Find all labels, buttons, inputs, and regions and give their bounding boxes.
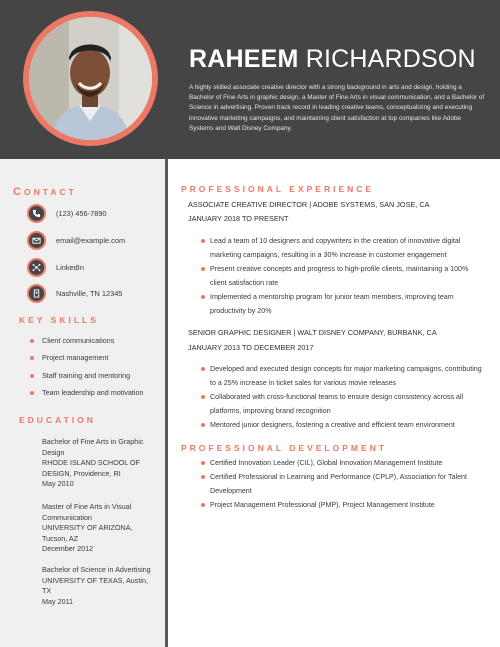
key-skills-heading: KEY SKILLS (19, 315, 99, 325)
location-icon (27, 284, 46, 303)
email-address[interactable]: email@example.com (56, 236, 126, 245)
bullet-dot (30, 339, 34, 343)
experience-heading: PROFESSIONAL EXPERIENCE (181, 184, 375, 194)
job-dates: JANUARY 2013 TO DECEMBER 2017 (188, 343, 314, 352)
linkedin-link[interactable]: LinkedIn (56, 263, 84, 272)
education-entry (42, 437, 157, 490)
bullet-dot (201, 503, 205, 507)
resume-header (0, 0, 500, 159)
education-entry (42, 565, 157, 607)
bullet-dot (201, 475, 205, 479)
development-heading: PROFESSIONAL DEVELOPMENT (181, 443, 387, 453)
first-name: RAHEEM (189, 45, 299, 73)
bullet-dot (30, 356, 34, 360)
school-name: RHODE ISLAND SCHOOL OF DESIGN, Providence, RI (42, 458, 140, 478)
contact-heading: CONTACT (13, 186, 77, 198)
person-portrait-image (29, 17, 152, 140)
phone-number[interactable]: (123) 456-7890 (56, 209, 107, 218)
development-item: Certified Professional in Learning and Performance (CPLP), Association for Talent Development (201, 470, 486, 499)
bullet-dot (30, 391, 34, 395)
school-name: UNIVERSITY OF ARIZONA, Tucson, AZ (42, 523, 133, 543)
graduation-date: May 2010 (42, 479, 74, 488)
phone-icon (27, 204, 46, 223)
profile-photo (29, 17, 152, 140)
job-bullet: Implemented a mentorship program for junior team members, improving team productivity by 20% (201, 290, 486, 319)
skill-item: Project management (30, 353, 155, 363)
last-name: RICHARDSON (305, 45, 476, 73)
profile-photo-frame (23, 11, 158, 146)
bullet-dot (30, 374, 34, 378)
skill-item: Staff training and mentoring (30, 371, 155, 381)
bullet-dot (201, 423, 205, 427)
skill-item: Team leadership and motivation (30, 388, 155, 398)
contact-email (27, 231, 157, 251)
job-bullet: Lead a team of 10 designers and copywriters in the creation of innovative digital marketing campaigns, resulting in a 30% increase in customer engagement (201, 234, 486, 263)
profile-summary: A highly skilled associate creative director with a strong background in arts and design, holding a Bachelor of Fine Arts in graphic design, a Master of Fine Arts in visual communication, and a Bachelor of Science in advertising. Proven track record in leading creative teams, conceptualizing and executing innovative marketing campaigns, and maintaining client satisfaction at top companies like Adobe Systems and Walt Disney Company. (189, 84, 485, 132)
job-dates: JANUARY 2018 TO PRESENT (188, 214, 289, 223)
degree-name: Bachelor of Science in Advertising (42, 565, 151, 574)
graduation-date: May 2011 (42, 596, 74, 606)
job-bullet: Present creative concepts and progress to high-profile clients, maintaining a 100% client satisfaction rate (201, 262, 486, 291)
education-entry (42, 502, 157, 555)
job-bullet: Collaborated with cross-functional teams to ensure design consistency across all platforms, improving brand recognition (201, 390, 486, 419)
graduation-date: December 2012 (42, 544, 94, 553)
contact-linkedin (27, 258, 157, 278)
column-divider (165, 159, 168, 647)
bullet-dot (201, 267, 205, 271)
location-text: Nashville, TN 12345 (56, 289, 123, 298)
job-bullet: Developed and executed design concepts for major marketing campaigns, contributing to a 25% increase in ticket sales for various movie releases (201, 362, 486, 391)
bullet-dot (201, 367, 205, 371)
job-bullet: Mentored junior designers, fostering a creative and efficient team environment (201, 418, 486, 432)
skill-item: Client communications (30, 336, 155, 346)
degree-name: Master of Fine Arts in Visual Communication (42, 502, 132, 522)
email-icon (27, 231, 46, 250)
contact-location (27, 284, 157, 304)
candidate-name (189, 45, 476, 74)
job-role: SENIOR GRAPHIC DESIGNER | WALT DISNEY COMPANY, BURBANK, CA (188, 328, 437, 337)
bullet-dot (201, 395, 205, 399)
degree-name: Bachelor of Fine Arts in Graphic Design (42, 437, 144, 457)
linkedin-icon (27, 258, 46, 277)
education-heading: EDUCATION (19, 415, 96, 425)
development-item: Certified Innovation Leader (CIL), Global Innovation Management Institute (201, 456, 486, 470)
bullet-dot (201, 461, 205, 465)
job-role: ASSOCIATE CREATIVE DIRECTOR | ADOBE SYSTEMS, SAN JOSE, CA (188, 200, 430, 209)
bullet-dot (201, 295, 205, 299)
school-name: UNIVERSITY OF TEXAS, Austin, TX (42, 575, 148, 595)
bullet-dot (201, 239, 205, 243)
development-item: Project Management Professional (PMP), Project Management Institute (201, 498, 486, 512)
contact-phone (27, 204, 157, 224)
